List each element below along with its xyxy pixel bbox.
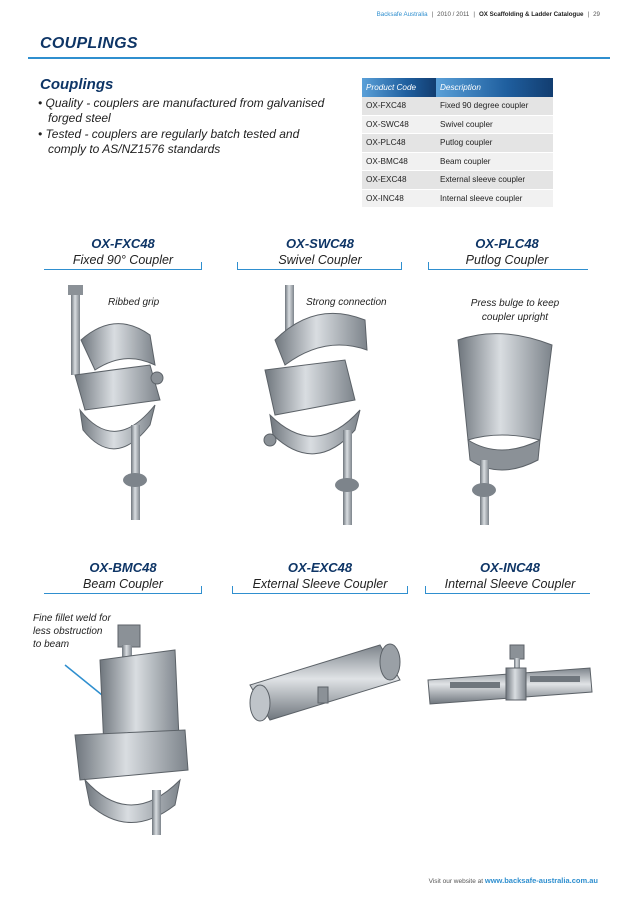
product-name: Putlog Coupler <box>465 253 549 267</box>
cell-desc: External sleeve coupler <box>436 171 553 190</box>
cell-code: OX-BMC48 <box>362 152 436 171</box>
product-table <box>362 78 553 208</box>
table-row <box>362 152 553 171</box>
callout-strong-connection: Strong connection <box>306 297 387 308</box>
heading-underline <box>44 269 202 270</box>
section-divider <box>28 57 610 59</box>
external-sleeve-coupler-photo <box>240 625 410 725</box>
bullet-tested: • Tested - couplers are regularly batch tested and comply to AS/NZ1576 standards <box>38 127 300 156</box>
product-code: OX-FXC48 <box>91 236 155 251</box>
heading-tick <box>425 586 426 594</box>
cell-code: OX-SWC48 <box>362 115 436 134</box>
cell-code: OX-INC48 <box>362 189 436 208</box>
table-header-row <box>362 78 553 97</box>
heading-tick <box>428 262 429 270</box>
heading-tick <box>407 586 408 594</box>
product-name: Internal Sleeve Coupler <box>444 577 576 591</box>
product-heading-swc48 <box>245 236 395 267</box>
product-code: OX-EXC48 <box>287 560 353 575</box>
cell-desc: Swivel coupler <box>436 115 553 134</box>
product-name: Fixed 90° Coupler <box>72 253 174 267</box>
swivel-coupler-photo <box>255 280 385 530</box>
running-header: Backsafe Australia | 2010 / 2011 | OX Scaffolding & Ladder Catalogue | 29 <box>376 11 600 18</box>
product-name: Swivel Coupler <box>278 253 362 267</box>
product-heading-exc48 <box>232 560 408 591</box>
brand-name: Backsafe Australia <box>376 11 428 18</box>
heading-tick <box>201 586 202 594</box>
cell-desc: Beam coupler <box>436 152 553 171</box>
product-code: OX-SWC48 <box>286 236 354 251</box>
heading-tick <box>201 262 202 270</box>
table-row <box>362 134 553 153</box>
product-code: OX-BMC48 <box>89 560 157 575</box>
product-code: OX-PLC48 <box>475 236 539 251</box>
beam-coupler-photo <box>70 620 200 840</box>
fixed-coupler-photo <box>55 280 185 530</box>
callout-ribbed-grip: Ribbed grip <box>108 297 160 308</box>
heading-underline <box>237 269 402 270</box>
bullet-quality: • Quality - couplers are manufactured from galvanised forged steel <box>38 96 325 125</box>
catalogue-title: OX Scaffolding & Ladder Catalogue <box>478 11 584 18</box>
col-description: Description <box>436 78 553 97</box>
cell-code: OX-PLC48 <box>362 134 436 153</box>
table-row <box>362 115 553 134</box>
product-name: External Sleeve Coupler <box>252 577 388 591</box>
heading-underline <box>232 593 408 594</box>
product-heading-plc48 <box>432 236 582 267</box>
heading-underline <box>428 269 588 270</box>
intro-title: Couplings <box>40 76 114 93</box>
catalogue-years: 2010 / 2011 <box>437 11 470 18</box>
footer-text: Visit our website at <box>428 878 484 885</box>
heading-tick <box>237 262 238 270</box>
col-product-code: Product Code <box>362 78 436 97</box>
product-code: OX-INC48 <box>480 560 540 575</box>
product-heading-bmc48 <box>48 560 198 591</box>
heading-tick <box>232 586 233 594</box>
website-link[interactable]: www.backsafe-australia.com.au <box>484 876 598 885</box>
table-row <box>362 171 553 190</box>
putlog-coupler-photo <box>440 320 570 530</box>
cell-code: OX-EXC48 <box>362 171 436 190</box>
product-name: Beam Coupler <box>83 577 163 591</box>
section-title: COUPLINGS <box>40 35 138 52</box>
intro-bullets <box>38 96 338 158</box>
callout-press-bulge: Press bulge to keep coupler upright <box>470 298 560 323</box>
internal-sleeve-coupler-photo <box>420 640 600 720</box>
cell-desc: Putlog coupler <box>436 134 553 153</box>
product-heading-fxc48 <box>48 236 198 267</box>
callout-fine-fillet: Fine fillet weld for less obstruction to beam <box>33 613 111 650</box>
cell-code: OX-FXC48 <box>362 97 436 115</box>
product-heading-inc48 <box>425 560 595 591</box>
heading-tick <box>401 262 402 270</box>
table-row <box>362 189 553 208</box>
footer <box>429 876 598 885</box>
table-row <box>362 97 553 115</box>
page-number: 29 <box>593 11 600 18</box>
heading-underline <box>44 593 202 594</box>
cell-desc: Fixed 90 degree coupler <box>436 97 553 115</box>
heading-underline <box>425 593 590 594</box>
cell-desc: Internal sleeve coupler <box>436 189 553 208</box>
